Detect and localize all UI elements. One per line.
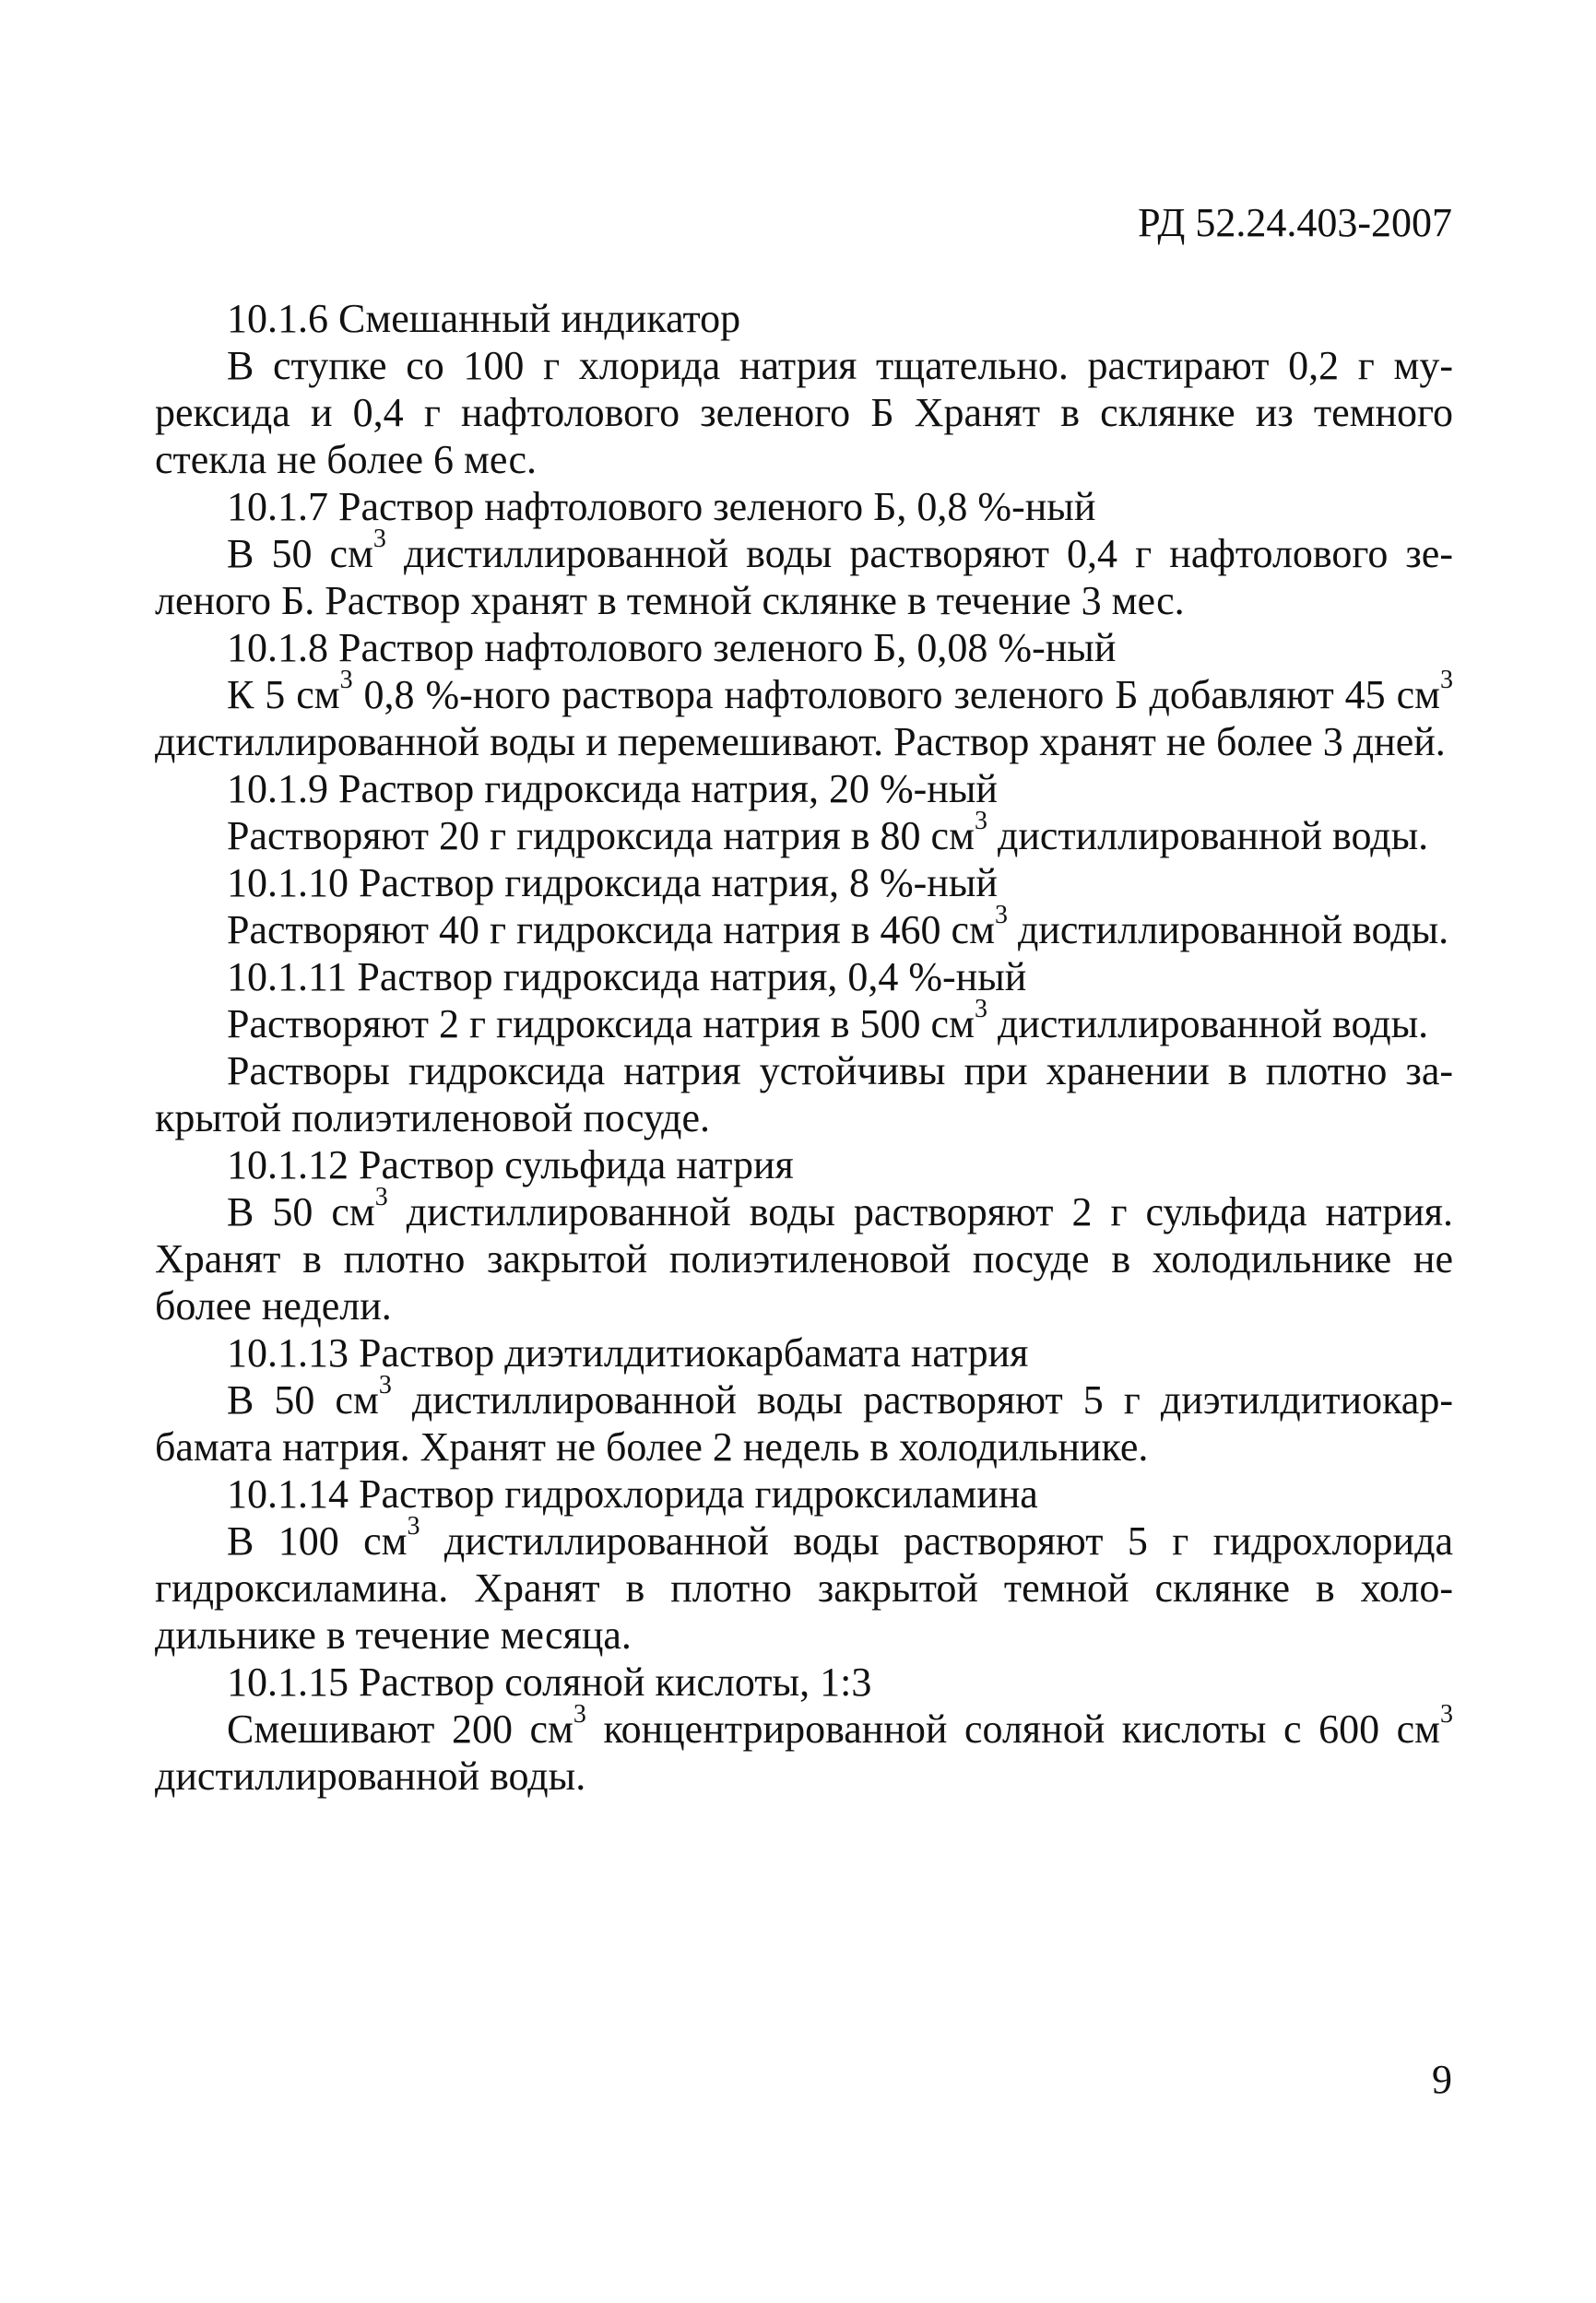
- superscript: 3: [573, 1700, 586, 1729]
- section-heading-10-1-11: 10.1.11 Раствор гидроксида натрия, 0,4 %-ный: [227, 954, 1027, 999]
- text-run: Смешивают 200 см: [227, 1707, 573, 1752]
- section-heading-10-1-12: 10.1.12 Раствор сульфида натрия: [227, 1142, 794, 1187]
- text-run: В 50 см: [227, 1189, 375, 1234]
- text-run: концентрированной соляной кислоты с 600 см: [585, 1707, 1440, 1752]
- text-run: дистиллированной воды растворяют 5 г диэтилдитиокарбамата натрия. Хранят не более 2 недель в холодильнике.: [155, 1377, 1453, 1470]
- paragraph-10-1-11: [155, 995, 1453, 1047]
- paragraph-naoh-storage: Растворы гидроксида натрия устойчивы при хранении в плотно закрытой полиэтиленовой посуде.: [155, 1048, 1453, 1140]
- section-heading-10-1-9: 10.1.9 Раствор гидроксида натрия, 20 %-ный: [227, 766, 998, 811]
- section-heading-10-1-13: 10.1.13 Раствор диэтилдитиокарбамата натрия: [227, 1330, 1029, 1376]
- text-run: дистиллированной воды и перемешивают. Раствор хранят не более 3 дней.: [155, 719, 1446, 764]
- document-body: [155, 295, 1453, 1800]
- superscript: 3: [1439, 666, 1453, 694]
- text-run: В 50 см: [227, 1377, 379, 1423]
- text-run: В 50 см: [227, 531, 373, 576]
- paragraph-10-1-12: [155, 1183, 1453, 1329]
- superscript: 3: [378, 1371, 392, 1400]
- superscript: 3: [994, 901, 1008, 929]
- paragraph-10-1-14: [155, 1512, 1453, 1659]
- section-heading-10-1-14: 10.1.14 Раствор гидрохлорида гидроксиламина: [227, 1471, 1038, 1517]
- paragraph-10-1-6: В ступке со 100 г хлорида натрия тщательно. растирают 0,2 г мурексида и 0,4 г нафтолового зеленого Б Хранят в склянке из темного стекла не более 6 мес.: [155, 343, 1453, 482]
- text-run: дистиллированной воды.: [155, 1754, 586, 1799]
- paragraph-10-1-13: [155, 1371, 1453, 1470]
- paragraph-10-1-9: [155, 807, 1453, 859]
- text-run: Растворяют 20 г гидроксида натрия в 80 см: [227, 813, 975, 858]
- superscript: 3: [974, 995, 987, 1023]
- text-run: В 100 см: [227, 1518, 408, 1564]
- text-run: Растворяют 40 г гидроксида натрия в 460 см: [227, 907, 995, 952]
- section-heading-10-1-6: 10.1.6 Смешанный индикатор: [227, 296, 741, 341]
- document-code: РД 52.24.403-2007: [1138, 200, 1452, 245]
- paragraph-10-1-7: [155, 525, 1453, 624]
- text-run: дистиллированной воды растворяют 2 г сульфида натрия. Хранят в плотно закрытой полиэтиленовой посуде в холодильнике не более недели.: [155, 1189, 1453, 1329]
- text-run: дистиллированной воды растворяют 5 г гидрохлорида гидроксиламина. Хранят в плотно закрытой темной склянке в холодильнике в течение месяца.: [155, 1518, 1453, 1658]
- section-heading-10-1-8: 10.1.8 Раствор нафтолового зеленого Б, 0,08 %-ный: [227, 625, 1117, 670]
- text-run: дистиллированной воды растворяют 0,4 г нафтолового зеленого Б. Раствор хранят в темной склянке в течение 3 мес.: [155, 531, 1453, 623]
- text-run: дистиллированной воды.: [987, 1001, 1429, 1046]
- text-run: 0,8 %-ного раствора нафтолового зеленого Б добавляют 45 см: [352, 672, 1440, 717]
- text-run: Растворяют 2 г гидроксида натрия в 500 см: [227, 1001, 975, 1046]
- page-number: 9: [1432, 2057, 1452, 2102]
- superscript: 3: [1440, 1700, 1453, 1729]
- paragraph-10-1-15: [155, 1700, 1453, 1800]
- superscript: 3: [339, 666, 353, 694]
- superscript: 3: [407, 1512, 420, 1541]
- superscript: 3: [374, 1183, 388, 1211]
- section-heading-10-1-10: 10.1.10 Раствор гидроксида натрия, 8 %-ный: [227, 860, 998, 905]
- paragraph-10-1-10: [155, 901, 1453, 953]
- text-run: дистиллированной воды.: [987, 813, 1429, 858]
- text-run: К 5 см: [227, 672, 340, 717]
- section-heading-10-1-7: 10.1.7 Раствор нафтолового зеленого Б, 0,8 %-ный: [227, 484, 1096, 529]
- text-run: дистиллированной воды.: [1007, 907, 1449, 952]
- section-heading-10-1-15: 10.1.15 Раствор соляной кислоты, 1:3: [227, 1659, 872, 1705]
- superscript: 3: [372, 525, 386, 553]
- superscript: 3: [974, 807, 987, 835]
- paragraph-10-1-8: [155, 666, 1453, 765]
